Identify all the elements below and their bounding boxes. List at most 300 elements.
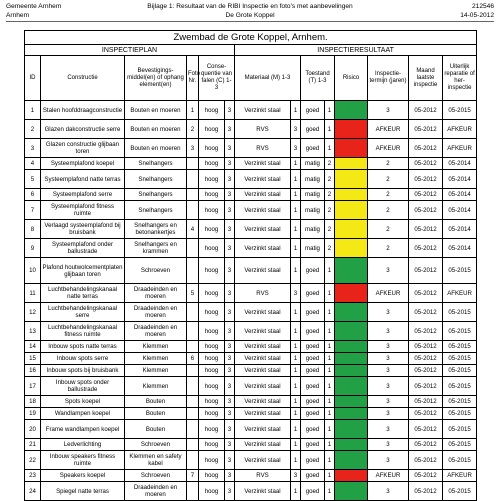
cell-risico [335,101,368,120]
cell-materiaal-label: Verzinkt staal [235,451,291,470]
cell-risico [335,284,368,303]
cell-consequentie-label: hoog [199,365,225,377]
cell-toestand-label: matig [301,189,325,201]
cell-toestand-score: 1 [325,322,335,341]
col-header-laatste: Maand laatste inspectie [409,56,443,101]
col-header-id: ID [25,56,41,101]
cell-bevestiging: Snelhangers [125,201,187,220]
cell-toestand-label: goed [301,470,325,482]
cell-toestand-label: goed [301,408,325,420]
cell-materiaal-label: Verzinkt staal [235,158,291,170]
cell-id: 2 [25,120,41,139]
cell-risico [335,377,368,396]
cell-laatste: 05-2012 [409,220,443,239]
cell-laatste: 05-2012 [409,303,443,322]
cell-constructie: Glazen dakconstructie serre [41,120,125,139]
cell-materiaal-label: Verzinkt staal [235,408,291,420]
cell-risico [335,201,368,220]
cell-laatste: 05-2012 [409,139,443,158]
cell-materiaal-score: 1 [291,189,301,201]
cell-laatste: 05-2012 [409,482,443,501]
table-row [25,220,477,239]
cell-foto [187,451,199,470]
cell-termijn: AFKEUR [368,139,409,158]
cell-constructie: Plafond houtwolcementplaten glijbaan toren [41,258,125,284]
cell-bevestiging: Bouten [125,396,187,408]
cell-foto [187,258,199,284]
cell-consequentie-label: hoog [199,189,225,201]
header-location: De Grote Koppel [225,12,275,19]
cell-foto [187,201,199,220]
cell-consequentie-label: hoog [199,158,225,170]
cell-constructie: Luchtbehandelingskanaal fitness ruimte [41,322,125,341]
cell-id: 24 [25,482,41,501]
cell-toestand-score: 1 [325,284,335,303]
cell-materiaal-label: Verzinkt staal [235,353,291,365]
cell-materiaal-label: Verzinkt staal [235,396,291,408]
cell-uiterlijk: AFKEUR [443,139,477,158]
cell-consequentie-label: hoog [199,470,225,482]
cell-foto: 1 [187,101,199,120]
cell-materiaal-label: RVS [235,470,291,482]
cell-constructie: Inbouw spots onder ballustrade [41,377,125,396]
cell-laatste: 05-2012 [409,408,443,420]
cell-uiterlijk: 05-2015 [443,451,477,470]
cell-bevestiging: Snelhangers en krammen [125,239,187,258]
cell-consequentie-score: 3 [225,120,235,139]
cell-risico [335,439,368,451]
cell-toestand-label: goed [301,396,325,408]
cell-foto [187,158,199,170]
cell-foto [187,341,199,353]
cell-consequentie-label: hoog [199,220,225,239]
cell-toestand-label: goed [301,365,325,377]
cell-risico [335,408,368,420]
cell-materiaal-label: Verzinkt staal [235,101,291,120]
cell-consequentie-label: hoog [199,396,225,408]
table-row [25,408,477,420]
cell-materiaal-label: Verzinkt staal [235,170,291,189]
cell-termijn: 3 [368,341,409,353]
cell-id: 19 [25,408,41,420]
cell-foto [187,303,199,322]
cell-toestand-label: matig [301,201,325,220]
cell-id: 16 [25,365,41,377]
cell-termijn: 3 [368,439,409,451]
cell-id: 15 [25,353,41,365]
cell-toestand-score: 2 [325,158,335,170]
cell-materiaal-label: Verzinkt staal [235,303,291,322]
section-inspectieresultaat: INSPECTIERESULTAAT [235,45,477,56]
table-row [25,482,477,501]
cell-toestand-label: goed [301,341,325,353]
cell-uiterlijk: 05-2015 [443,420,477,439]
table-row [25,439,477,451]
cell-materiaal-score: 1 [291,451,301,470]
header-project-number: 212546 [471,3,494,10]
cell-materiaal-score: 1 [291,408,301,420]
cell-uiterlijk: 05-2014 [443,158,477,170]
cell-materiaal-score: 1 [291,482,301,501]
cell-risico [335,365,368,377]
col-header-materiaal: Materiaal (M) 1-3 [235,56,301,101]
table-row [25,303,477,322]
cell-constructie: Inbouw spots bij bruisbank [41,365,125,377]
cell-laatste: 05-2012 [409,420,443,439]
cell-foto [187,170,199,189]
cell-toestand-score: 2 [325,201,335,220]
cell-termijn: 2 [368,158,409,170]
cell-id: 14 [25,341,41,353]
cell-constructie: Systeemplafond natte terras [41,170,125,189]
cell-materiaal-score: 1 [291,353,301,365]
cell-toestand-label: matig [301,220,325,239]
cell-uiterlijk: 05-2015 [443,322,477,341]
cell-consequentie-label: hoog [199,284,225,303]
cell-bevestiging: Bouten en moeren [125,101,187,120]
cell-risico [335,189,368,201]
cell-consequentie-score: 3 [225,396,235,408]
cell-id: 8 [25,220,41,239]
cell-toestand-score: 2 [325,239,335,258]
cell-constructie: Ledverlichting [41,439,125,451]
cell-toestand-label: goed [301,284,325,303]
col-header-foto: Foto Nr. [187,56,199,101]
cell-toestand-label: goed [301,322,325,341]
cell-foto [187,408,199,420]
cell-materiaal-score: 1 [291,239,301,258]
cell-constructie: Speakers koepel [41,470,125,482]
cell-materiaal-score: 1 [291,420,301,439]
cell-consequentie-label: hoog [199,239,225,258]
cell-consequentie-score: 3 [225,322,235,341]
col-header-constructie: Constructie [41,56,125,101]
cell-foto: 4 [187,220,199,239]
cell-laatste: 05-2012 [409,439,443,451]
cell-consequentie-score: 3 [225,420,235,439]
cell-consequentie-score: 3 [225,101,235,120]
cell-consequentie-score: 3 [225,482,235,501]
cell-constructie: Wandlampen koepel [41,408,125,420]
cell-id: 13 [25,322,41,341]
cell-bevestiging: Bouten [125,408,187,420]
cell-bevestiging: Klemmen [125,377,187,396]
cell-laatste: 05-2012 [409,377,443,396]
cell-toestand-score: 1 [325,451,335,470]
cell-risico [335,322,368,341]
cell-termijn: 3 [368,377,409,396]
col-header-toestand: Toestand (T) 1-3 [301,56,335,101]
cell-laatste: 05-2012 [409,158,443,170]
cell-constructie: Inbouw spots natte terras [41,341,125,353]
cell-termijn: 3 [368,482,409,501]
cell-foto [187,322,199,341]
cell-bevestiging: Klemmen [125,365,187,377]
cell-materiaal-score: 1 [291,170,301,189]
cell-termijn: 3 [368,303,409,322]
cell-materiaal-score: 1 [291,220,301,239]
cell-id: 20 [25,420,41,439]
cell-termijn: 2 [368,220,409,239]
cell-constructie: Frame wandlampen koepel [41,420,125,439]
cell-materiaal-score: 3 [291,470,301,482]
cell-toestand-score: 1 [325,341,335,353]
cell-risico [335,139,368,158]
cell-laatste: 05-2012 [409,189,443,201]
cell-toestand-label: goed [301,258,325,284]
cell-consequentie-label: hoog [199,139,225,158]
cell-bevestiging: Snelhangers [125,189,187,201]
cell-uiterlijk: 05-2015 [443,365,477,377]
cell-constructie: Glazen constructie glijbaan toren [41,139,125,158]
cell-constructie: Inbouw speakers fitness ruimte [41,451,125,470]
cell-bevestiging: Snelhangers [125,170,187,189]
cell-termijn: 3 [368,396,409,408]
cell-consequentie-label: hoog [199,408,225,420]
cell-materiaal-label: Verzinkt staal [235,189,291,201]
header-document-title: Bijlage 1: Resultaat van de RIBI Inspectie en foto's met aanbevelingen [147,3,353,10]
cell-toestand-label: matig [301,239,325,258]
header-city: Arnhem [6,12,30,19]
cell-materiaal-label: RVS [235,139,291,158]
cell-consequentie-score: 3 [225,158,235,170]
cell-materiaal-score: 1 [291,303,301,322]
cell-toestand-label: goed [301,303,325,322]
cell-consequentie-score: 3 [225,139,235,158]
table-row [25,120,477,139]
cell-consequentie-label: hoog [199,170,225,189]
table-row [25,341,477,353]
cell-bevestiging: Bouten [125,420,187,439]
cell-toestand-score: 1 [325,420,335,439]
header-right [460,2,494,20]
cell-materiaal-score: 1 [291,258,301,284]
cell-toestand-score: 1 [325,139,335,158]
cell-toestand-label: goed [301,120,325,139]
cell-consequentie-score: 3 [225,439,235,451]
cell-uiterlijk: 05-2015 [443,482,477,501]
cell-laatste: 05-2012 [409,322,443,341]
cell-risico [335,158,368,170]
cell-bevestiging: Schroeven [125,470,187,482]
col-header-consequentie: Conse-quentie van falen (C) 1-3 [199,56,235,101]
cell-consequentie-score: 3 [225,377,235,396]
cell-termijn: 3 [368,420,409,439]
cell-consequentie-label: hoog [199,482,225,501]
cell-toestand-label: matig [301,158,325,170]
cell-consequentie-label: hoog [199,303,225,322]
cell-laatste: 05-2012 [409,120,443,139]
cell-id: 12 [25,303,41,322]
cell-constructie: Systeemplafond koepel [41,158,125,170]
cell-foto: 3 [187,139,199,158]
inspection-table [24,30,477,501]
section-inspectieplan: INSPECTIEPLAN [25,45,235,56]
cell-toestand-label: goed [301,139,325,158]
table-row [25,189,477,201]
cell-materiaal-label: RVS [235,120,291,139]
cell-risico [335,258,368,284]
cell-consequentie-score: 3 [225,258,235,284]
cell-termijn: 3 [368,365,409,377]
cell-toestand-score: 2 [325,189,335,201]
cell-constructie: Inbouw spots serre [41,353,125,365]
cell-risico [335,341,368,353]
header-municipality: Gemeente Arnhem [6,3,62,10]
cell-toestand-score: 1 [325,303,335,322]
cell-risico [335,120,368,139]
page-header [6,2,494,22]
cell-foto: 7 [187,470,199,482]
table-row [25,451,477,470]
cell-toestand-score: 1 [325,365,335,377]
cell-laatste: 05-2012 [409,470,443,482]
cell-constructie: Luchtbehandelingskanaal serre [41,303,125,322]
cell-uiterlijk: 05-2015 [443,303,477,322]
cell-constructie: Luchtbehandelingskanaal natte terras [41,284,125,303]
cell-bevestiging: Schroeven [125,258,187,284]
cell-uiterlijk: 05-2015 [443,377,477,396]
cell-termijn: 3 [368,353,409,365]
cell-consequentie-score: 3 [225,239,235,258]
cell-toestand-score: 1 [325,353,335,365]
cell-toestand-label: matig [301,170,325,189]
table-row [25,396,477,408]
cell-id: 4 [25,158,41,170]
cell-materiaal-label: Verzinkt staal [235,322,291,341]
cell-termijn: 3 [368,101,409,120]
cell-consequentie-score: 3 [225,303,235,322]
cell-termijn: 2 [368,201,409,220]
cell-termijn: 2 [368,239,409,258]
cell-risico [335,303,368,322]
cell-consequentie-score: 3 [225,470,235,482]
cell-uiterlijk: 05-2015 [443,353,477,365]
cell-id: 21 [25,439,41,451]
cell-materiaal-score: 1 [291,396,301,408]
cell-risico [335,420,368,439]
cell-foto [187,365,199,377]
cell-consequentie-label: hoog [199,377,225,396]
table-row [25,158,477,170]
cell-termijn: 2 [368,170,409,189]
table-row [25,258,477,284]
col-header-termijn: Inspectie-termijn (jaren) [368,56,409,101]
table-row [25,377,477,396]
cell-uiterlijk: 05-2014 [443,201,477,220]
cell-bevestiging: Snelhangers en betonankertjes [125,220,187,239]
cell-uiterlijk: AFKEUR [443,120,477,139]
cell-uiterlijk: 05-2015 [443,439,477,451]
table-row [25,284,477,303]
cell-consequentie-score: 3 [225,220,235,239]
cell-toestand-label: goed [301,420,325,439]
table-row [25,470,477,482]
cell-bevestiging: Schroeven [125,439,187,451]
cell-laatste: 05-2012 [409,101,443,120]
cell-uiterlijk: 05-2015 [443,101,477,120]
cell-uiterlijk: 05-2014 [443,220,477,239]
cell-foto [187,377,199,396]
cell-materiaal-label: RVS [235,284,291,303]
cell-materiaal-score: 1 [291,201,301,220]
cell-risico [335,482,368,501]
cell-consequentie-label: hoog [199,353,225,365]
cell-termijn: AFKEUR [368,284,409,303]
cell-bevestiging: Bouten en moeren [125,139,187,158]
cell-materiaal-label: Verzinkt staal [235,482,291,501]
cell-toestand-score: 1 [325,470,335,482]
cell-foto: 5 [187,284,199,303]
cell-laatste: 05-2012 [409,284,443,303]
table-row [25,201,477,220]
cell-materiaal-score: 1 [291,322,301,341]
header-divider [6,21,494,22]
cell-bevestiging: Klemmen [125,353,187,365]
cell-materiaal-label: Verzinkt staal [235,201,291,220]
cell-materiaal-score: 1 [291,377,301,396]
cell-id: 5 [25,170,41,189]
cell-consequentie-score: 3 [225,170,235,189]
table-row [25,420,477,439]
cell-foto: 6 [187,353,199,365]
cell-consequentie-score: 3 [225,341,235,353]
cell-consequentie-label: hoog [199,258,225,284]
cell-consequentie-score: 3 [225,408,235,420]
cell-consequentie-label: hoog [199,341,225,353]
cell-constructie: Systeemplafond serre [41,189,125,201]
cell-uiterlijk: 05-2014 [443,170,477,189]
cell-toestand-label: goed [301,101,325,120]
cell-termijn: 3 [368,258,409,284]
cell-termijn: 3 [368,322,409,341]
cell-id: 10 [25,258,41,284]
cell-id: 23 [25,470,41,482]
cell-toestand-score: 2 [325,170,335,189]
cell-materiaal-score: 1 [291,439,301,451]
cell-risico [335,220,368,239]
cell-risico [335,470,368,482]
cell-constructie: Systeemplafond onder ballustrade [41,239,125,258]
cell-consequentie-label: hoog [199,201,225,220]
cell-laatste: 05-2012 [409,396,443,408]
cell-laatste: 05-2012 [409,365,443,377]
cell-uiterlijk: 05-2015 [443,258,477,284]
cell-id: 9 [25,239,41,258]
cell-id: 6 [25,189,41,201]
cell-foto: 2 [187,120,199,139]
cell-bevestiging: Bouten en moeren [125,120,187,139]
table-title: Zwembad de Grote Koppel, Arnhem. [25,31,477,45]
cell-consequentie-label: hoog [199,322,225,341]
cell-toestand-label: goed [301,353,325,365]
cell-materiaal-score: 3 [291,284,301,303]
cell-termijn: 3 [368,451,409,470]
cell-materiaal-score: 3 [291,120,301,139]
cell-materiaal-label: Verzinkt staal [235,439,291,451]
cell-toestand-score: 1 [325,396,335,408]
table-row [25,322,477,341]
cell-toestand-label: goed [301,377,325,396]
cell-bevestiging: Klemmen [125,341,187,353]
cell-consequentie-score: 3 [225,189,235,201]
cell-id: 7 [25,201,41,220]
cell-risico [335,239,368,258]
cell-toestand-score: 1 [325,408,335,420]
header-center [6,2,494,20]
cell-toestand-score: 1 [325,439,335,451]
cell-id: 1 [25,101,41,120]
